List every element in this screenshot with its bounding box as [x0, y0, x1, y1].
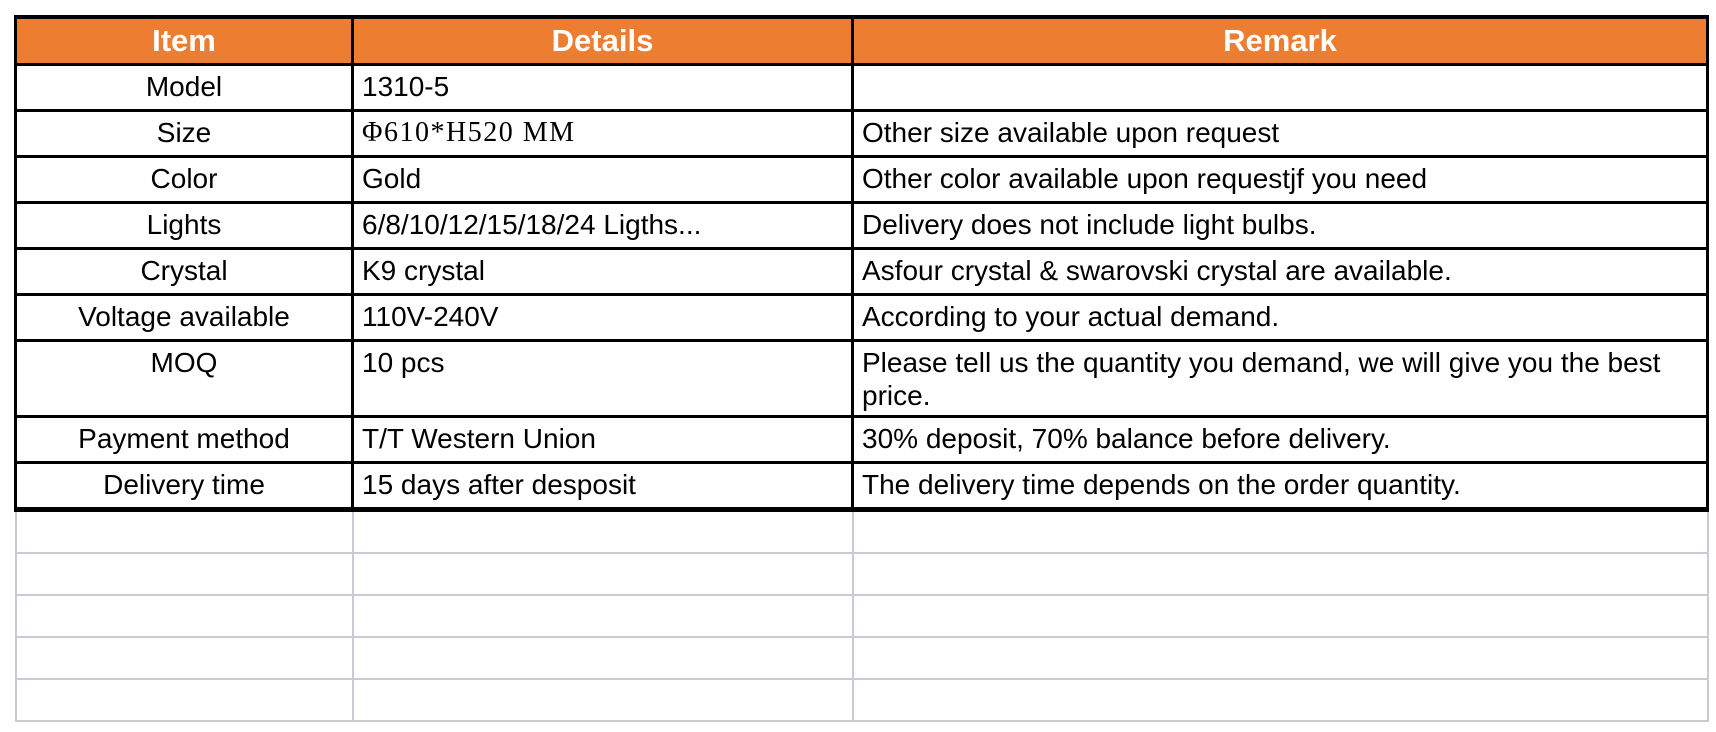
empty-cell — [353, 637, 853, 679]
cell-details: 110V-240V — [353, 295, 853, 341]
table-body — [16, 65, 1708, 510]
empty-row — [16, 510, 1708, 554]
cell-remark: The delivery time depends on the order quantity. — [853, 463, 1708, 510]
empty-cell — [853, 553, 1708, 595]
empty-cell — [16, 637, 353, 679]
table-row — [16, 249, 1708, 295]
cell-details: Φ610*H520 MM — [353, 111, 853, 157]
cell-item: Delivery time — [16, 463, 353, 510]
empty-row — [16, 595, 1708, 637]
empty-row — [16, 679, 1708, 721]
table-row — [16, 203, 1708, 249]
table-row — [16, 417, 1708, 463]
header-row — [16, 17, 1708, 65]
cell-details: 6/8/10/12/15/18/24 Ligths... — [353, 203, 853, 249]
empty-cell — [853, 510, 1708, 554]
cell-item: Size — [16, 111, 353, 157]
empty-cell — [353, 553, 853, 595]
empty-cell — [16, 595, 353, 637]
cell-details: T/T Western Union — [353, 417, 853, 463]
empty-cell — [16, 510, 353, 554]
table-row — [16, 111, 1708, 157]
cell-remark: According to your actual demand. — [853, 295, 1708, 341]
empty-cell — [353, 595, 853, 637]
table-row — [16, 341, 1708, 417]
empty-cell — [16, 553, 353, 595]
product-spec-table — [14, 15, 1709, 722]
cell-item: Crystal — [16, 249, 353, 295]
column-header-remark: Remark — [853, 17, 1708, 65]
cell-details: K9 crystal — [353, 249, 853, 295]
empty-cell — [353, 510, 853, 554]
empty-cell — [853, 595, 1708, 637]
cell-details: 15 days after desposit — [353, 463, 853, 510]
table-row — [16, 157, 1708, 203]
table-row — [16, 463, 1708, 510]
column-header-item: Item — [16, 17, 353, 65]
table-row — [16, 65, 1708, 111]
empty-cell — [853, 679, 1708, 721]
cell-remark: Asfour crystal & swarovski crystal are available. — [853, 249, 1708, 295]
empty-row — [16, 637, 1708, 679]
cell-remark — [853, 65, 1708, 111]
cell-remark: 30% deposit, 70% balance before delivery. — [853, 417, 1708, 463]
cell-details: 1310-5 — [353, 65, 853, 111]
cell-remark: Delivery does not include light bulbs. — [853, 203, 1708, 249]
empty-row — [16, 553, 1708, 595]
cell-item: Color — [16, 157, 353, 203]
column-header-details: Details — [353, 17, 853, 65]
table-row — [16, 295, 1708, 341]
empty-cell — [853, 637, 1708, 679]
empty-cell — [353, 679, 853, 721]
table-header — [16, 17, 1708, 65]
cell-remark: Please tell us the quantity you demand, we will give you the best price. — [853, 341, 1708, 417]
cell-remark: Other size available upon request — [853, 111, 1708, 157]
cell-item: Voltage available — [16, 295, 353, 341]
cell-remark: Other color available upon requestjf you need — [853, 157, 1708, 203]
cell-details: 10 pcs — [353, 341, 853, 417]
empty-cell — [16, 679, 353, 721]
cell-item: Model — [16, 65, 353, 111]
empty-grid-rows — [16, 510, 1708, 722]
cell-item: Payment method — [16, 417, 353, 463]
cell-item: Lights — [16, 203, 353, 249]
cell-item: MOQ — [16, 341, 353, 417]
cell-details: Gold — [353, 157, 853, 203]
